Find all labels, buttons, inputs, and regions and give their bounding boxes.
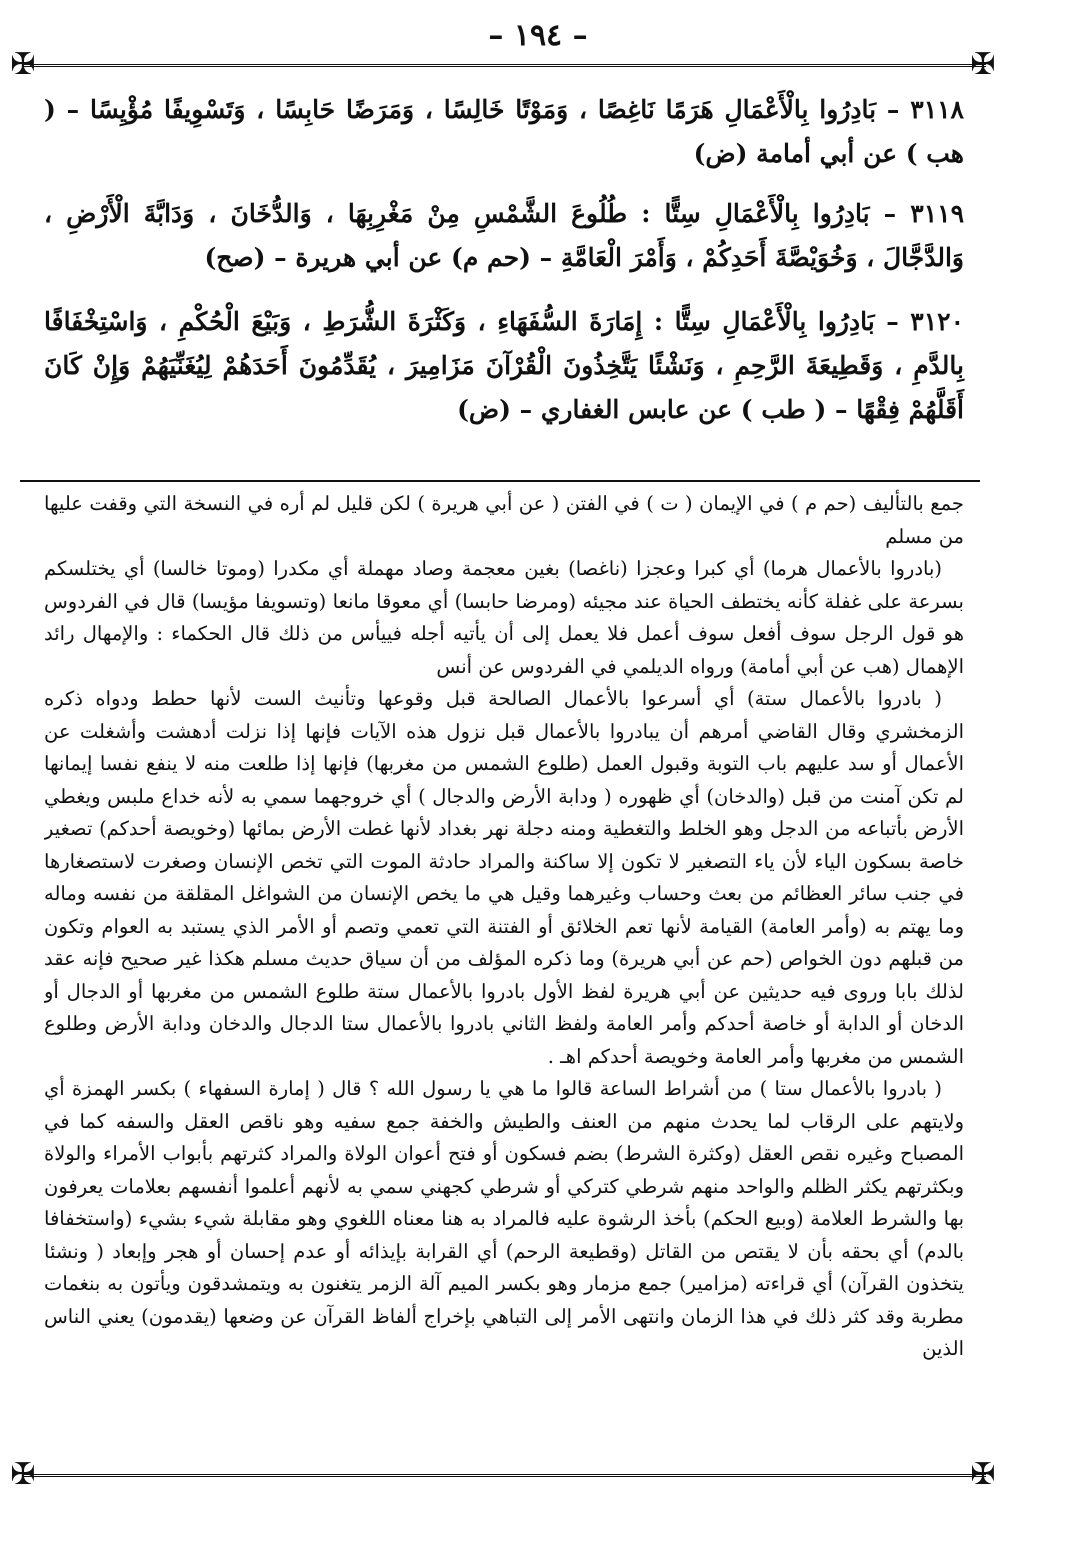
- commentary-paragraph: ( بادروا بالأعمال ستة) أي أسرعوا بالأعمال الصالحة قبل وقوعها وتأنيث الست لأنها حطط ودواه ذكره الزمخشري وقال القاضي أمرهم أن يبادروا بالأعمال قبل نزول هذه الآيات فإنها إذا نزلت أدهشت وأشغلت عن الأعمال أو سد عليهم باب التوبة وقبول العمل (طلوع الشمس من مغربها) فإنها إذا طلعت منه لا ينفع نفسا إيمانها لم تكن آمنت من قبل (والدخان) أي ظهوره ( ودابة الأرض والدجال ) أي خروجهما سمي به لأنه خداع ملبس ويغطي الأرض بأتباعه من الدجل وهو الخلط والتغطية ومنه دجلة نهر بغداد لأنها غطت الأرض بمائها (وخويصة أحدكم) تصغير خاصة بسكون الياء لأن ياء التصغير لا تكون إلا ساكنة والمراد حادثة الموت التي تخص الإنسان وصغرت لاستصغارها في جنب سائر العظائم من بعث وحساب وغيرهما وقيل هي ما يخص الإنسان من الشواغل المقلقة من نفسه وماله وما يهتم به (وأمر العامة) القيامة لأنها تعم الخلائق أو الفتنة التي تعمي وتصم أو الأمر الذي يستبد به العوام وتكون من قبلهم دون الخواص (حم عن أبي هريرة) وما ذكره المؤلف من أن سياق حديث مسلم هكذا غير صحيح فإنه عقد لذلك بابا وروى فيه حديثين عن أبي هريرة لفظ الأول بادروا بالأعمال ستة طلوع الشمس من مغربها أو الدجال أو الدخان أو الدابة أو خاصة أحدكم وأمر العامة ولفظ الثاني بادروا بالأعمال ستا الدجال والدخان ودابة الأرض وطلوع الشمس من مغربها وأمر العامة وخويصة أحدكم اهـ .: [44, 687, 964, 1068]
- corner-ornament-icon: ✠: [970, 47, 996, 82]
- corner-ornament-icon: ✠: [10, 1457, 36, 1492]
- hadith-entry: [44, 300, 964, 432]
- hadith-number: ٣١١٨: [910, 95, 964, 124]
- page-number: – ١٩٤ –: [488, 18, 588, 53]
- hadith-text: – بَادِرُوا بِالْأَعْمَالِ سِتًّا : إِمَارَةَ السُّفَهَاءِ ، وَكَثْرَةَ الشُّرَطِ ، وَبَيْعَ الْحُكْمِ ، وَاسْتِخْفَافًا بِالدَّمِ ، وَقَطِيعَةَ الرَّحِمِ ، وَنَشْئًا يَتَّخِذُونَ الْقُرْآنَ مَزَامِيرَ ، يُقَدِّمُونَ أَحَدَهُمْ لِيُغَنِّيَهُمْ وَإِنْ كَانَ أَقَلَّهُمْ فِقْهًا – ( طب ) عن عابس الغفاري – (ض): [44, 307, 964, 424]
- hadith-entry: [44, 192, 964, 280]
- hadith-number: ٣١٢٠: [910, 307, 964, 336]
- top-border-rule: [22, 64, 986, 67]
- commentary-paragraph: ( بادروا بالأعمال ستا ) من أشراط الساعة قالوا ما هي يا رسول الله ؟ قال ( إمارة السفهاء ) بكسر الهمزة أي ولايتهم على الرقاب لما يحدث منهم من العنف والطيش والخفة جمع سفيه وهو ناقص العقل والسفه كما في المصباح وغيره نقص العقل (وكثرة الشرط) بضم فسكون أو فتح أعوان الولاة والمراد كثرتهم بأبواب الأمراء والولاة وبكثرتهم يكثر الظلم والواحد منهم شرطي كتركي أو شرطي كجهني سمي به لأنهم أعلموا أنفسهم بعلامات يعرفون بها والشرط العلامة (وبيع الحكم) بأخذ الرشوة عليه فالمراد به هنا معناه اللغوي وهو مقابلة شيء بشيء (واستخفافا بالدم) أي بحقه بأن لا يقتص من القاتل (وقطيعة الرحم) أي القرابة بإيذائه أو عدم إحسان أو هجر وإبعاد ( ونشئا يتخذون القرآن) أي قراءته (مزامير) جمع مزمار وهو بكسر الميم آلة الزمر يتغنون به ويتمشدقون ويأتون به بنغمات مطربة وقد كثر ذلك في هذا الزمان وانتهى الأمر إلى التباهي بإخراج ألفاظ القرآن عن وضعها (يقدمون) يعني الناس الذين: [44, 1077, 964, 1360]
- hadith-number: ٣١١٩: [910, 199, 964, 228]
- commentary-section: [44, 488, 964, 1464]
- hadith-text: – بَادِرُوا بِالْأَعْمَالِ هَرَمًا نَاغِصًا ، وَمَوْتًا خَالِسًا ، وَمَرَضًا حَابِسًا ، وَتَسْوِيفًا مُؤْيِسًا – ( هب ) عن أبي أمامة (ض): [44, 95, 964, 168]
- corner-ornament-icon: ✠: [10, 47, 36, 82]
- hadith-text: – بَادِرُوا بِالْأَعْمَالِ سِتًّا : طُلُوعَ الشَّمْسِ مِنْ مَغْرِبِهَا ، وَالدُّخَانَ ، وَدَابَّةَ الْأَرْضِ ، وَالدَّجَّالَ ، وَخُوَيْصَّةَ أَحَدِكُمْ ، وَأَمْرَ الْعَامَّةِ – (حم م) عن أبي هريرة – (صح): [44, 199, 964, 272]
- commentary-paragraph: (بادروا بالأعمال هرما) أي كبرا وعجزا (ناغصا) بغين معجمة وصاد مهملة أي مكدرا (وموتا خالسا) أي يختلسكم بسرعة على غفلة كأنه يختطف الحياة عند مجيئه (ومرضا حابسا) أي معوقا مانعا (وتسويفا مؤيسا) قال في الفردوس هو قول الرجل سوف أفعل سوف أعمل فلا يعمل إلى أن يأتيه أجله فييأس من ذلك قال الحكماء : والإمهال رائد الإهمال (هب عن أبي أمامة) ورواه الديلمي في الفردوس عن أنس: [44, 557, 964, 678]
- corner-ornament-icon: ✠: [970, 1457, 996, 1492]
- bottom-border-rule: [22, 1474, 986, 1477]
- section-divider: [20, 480, 980, 482]
- hadith-entry: [44, 88, 964, 176]
- commentary-paragraph: جمع بالتأليف (حم م ) في الإيمان ( ت ) في الفتن ( عن أبي هريرة ) لكن قليل لم أره في النسخة التي وقفت عليها من مسلم: [44, 492, 964, 548]
